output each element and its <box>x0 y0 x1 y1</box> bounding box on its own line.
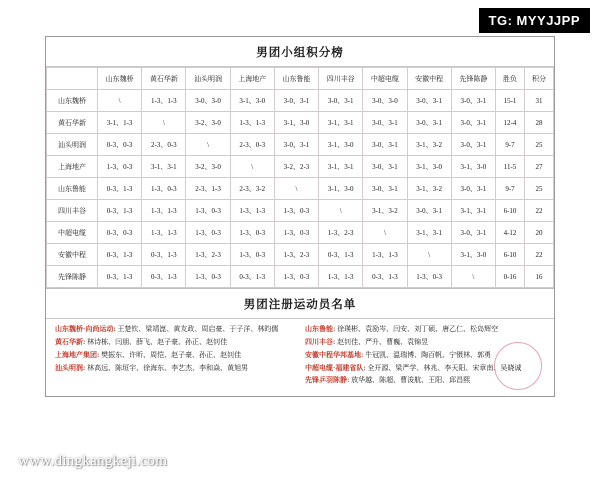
result-cell: 1-3、0-3 <box>186 200 230 222</box>
corner-header <box>47 68 98 90</box>
result-cell: 1-3、1-3 <box>142 90 186 112</box>
result-cell: 3-1、3-0 <box>274 112 318 134</box>
result-cell: 3-0、3-1 <box>363 112 407 134</box>
record-cell: 11-5 <box>496 156 525 178</box>
roster-players: 王楚钦、梁靖崑、黄友政、周启豪、于子洋、林昀儒 <box>117 325 279 333</box>
result-cell: 1-3、1-3 <box>319 266 363 288</box>
result-cell: \ <box>451 266 495 288</box>
result-cell: \ <box>230 156 274 178</box>
result-cell: 1-3、0-3 <box>274 222 318 244</box>
standings-table <box>46 67 554 288</box>
result-cell: \ <box>319 200 363 222</box>
table-row <box>47 156 554 178</box>
team-name-cell: 山东鲁能 <box>47 178 98 200</box>
result-cell: 0-3、0-3 <box>98 134 142 156</box>
table-row <box>47 200 554 222</box>
result-cell: 2-3、1-3 <box>186 178 230 200</box>
result-cell: 1-3、0-3 <box>407 266 451 288</box>
roster-line <box>55 363 295 374</box>
roster-team-name: 山东魏桥·向尚运动: <box>55 325 118 333</box>
result-cell: 3-0、3-1 <box>274 134 318 156</box>
result-cell: 3-0、3-1 <box>407 112 451 134</box>
result-cell: \ <box>142 112 186 134</box>
roster-players: 全开源、梁严学、林兆、李天阳、宋章南、吴晓诚 <box>367 363 522 372</box>
record-cell: 9-7 <box>496 178 525 200</box>
result-cell: 1-3、0-3 <box>230 244 274 266</box>
result-cell: 1-3、0-3 <box>186 266 230 288</box>
team-name-cell: 黄石华新 <box>47 112 98 134</box>
column-header: 积分 <box>525 68 554 90</box>
result-cell: 3-1、3-2 <box>363 200 407 222</box>
seal-stamp <box>494 342 542 390</box>
result-cell: 3-1、3-1 <box>142 156 186 178</box>
result-cell: 0-3、0-3 <box>98 222 142 244</box>
team-name-cell: 汕头明润 <box>47 134 98 156</box>
result-cell: 3-0、3-1 <box>363 178 407 200</box>
roster-line <box>55 350 295 361</box>
roster-team-name: 中超电缆·福建省队: <box>305 363 368 372</box>
roster-title: 男团注册运动员名单 <box>46 289 554 319</box>
roster-team-name: 山东鲁能: <box>305 325 338 333</box>
result-cell: 3-1、3-2 <box>407 178 451 200</box>
record-cell: 9-7 <box>496 134 525 156</box>
document-sheet <box>45 36 555 397</box>
result-cell: 3-0、3-1 <box>451 134 495 156</box>
team-name-cell: 山东魏桥 <box>47 90 98 112</box>
table-row <box>47 244 554 266</box>
team-name-cell: 中超电缆 <box>47 222 98 244</box>
table-row <box>47 134 554 156</box>
result-cell: 1-3、1-3 <box>230 200 274 222</box>
record-cell: 15-1 <box>496 90 525 112</box>
roster-team-name: 四川丰谷: <box>305 337 338 346</box>
record-cell: 0-16 <box>496 266 525 288</box>
result-cell: 3-0、3-0 <box>186 90 230 112</box>
result-cell: 0-3、1-3 <box>230 266 274 288</box>
team-name-cell: 安徽中程 <box>47 244 98 266</box>
result-cell: 3-1、3-0 <box>407 156 451 178</box>
points-cell: 22 <box>525 200 554 222</box>
result-cell: \ <box>186 134 230 156</box>
result-cell: 3-2、3-0 <box>186 112 230 134</box>
result-cell: 3-1、3-1 <box>319 156 363 178</box>
standings-title: 男团小组积分榜 <box>46 37 554 67</box>
roster-content <box>46 319 554 396</box>
table-row <box>47 222 554 244</box>
roster-line <box>55 324 295 335</box>
result-cell: 1-3、0-3 <box>186 222 230 244</box>
result-cell: 3-1、3-0 <box>319 134 363 156</box>
table-row <box>47 178 554 200</box>
result-cell: 1-3、1-3 <box>142 200 186 222</box>
result-cell: 3-0、3-1 <box>363 134 407 156</box>
points-cell: 28 <box>525 112 554 134</box>
result-cell: 3-1、3-0 <box>451 156 495 178</box>
team-name-cell: 上海地产 <box>47 156 98 178</box>
result-cell: 3-0、3-1 <box>407 200 451 222</box>
roster-team-name: 上海地产集团: <box>55 350 102 359</box>
result-cell: 3-0、3-1 <box>451 112 495 134</box>
roster-players: 林高远、陈垣宇、徐海东、李艺杰、李和焱、黄旭男 <box>87 363 249 372</box>
result-cell: 1-3、0-3 <box>274 266 318 288</box>
points-cell: 16 <box>525 266 554 288</box>
result-cell: 3-1、3-2 <box>407 134 451 156</box>
result-cell: 1-3、2-3 <box>319 222 363 244</box>
table-row <box>47 266 554 288</box>
roster-team-name: 安徽中程华邦基地: <box>305 350 366 359</box>
result-cell: 3-0、3-1 <box>451 90 495 112</box>
result-cell: 0-3、1-3 <box>142 266 186 288</box>
result-cell: 2-3、0-3 <box>142 134 186 156</box>
points-cell: 31 <box>525 90 554 112</box>
table-row <box>47 90 554 112</box>
team-name-cell: 先锋陈静 <box>47 266 98 288</box>
column-header: 安徽中程 <box>407 68 451 90</box>
result-cell: 1-3、0-3 <box>274 200 318 222</box>
roster-columns <box>55 324 545 388</box>
result-cell: 1-3、0-3 <box>98 156 142 178</box>
roster-line <box>55 337 295 348</box>
roster-players: 牛冠凯、温瑞博、陶百帆、宁慑林、郭勇 <box>365 350 492 359</box>
tg-badge: TG: MYYJJPP <box>479 8 590 33</box>
column-header: 先锋陈静 <box>451 68 495 90</box>
roster-players: 徐瑛彬、袁励岑、闫安、刘丁硕、唐乙仁、松岛辉空 <box>337 325 499 333</box>
roster-column-left <box>55 324 295 388</box>
column-header: 汕头明润 <box>186 68 230 90</box>
column-header: 黄石华新 <box>142 68 186 90</box>
result-cell: 1-3、1-3 <box>363 244 407 266</box>
result-cell: 3-2、3-0 <box>186 156 230 178</box>
result-cell: 3-0、3-1 <box>407 90 451 112</box>
result-cell: \ <box>363 222 407 244</box>
result-cell: 2-3、0-3 <box>230 134 274 156</box>
record-cell: 12-4 <box>496 112 525 134</box>
result-cell: 3-0、3-0 <box>363 90 407 112</box>
points-cell: 25 <box>525 178 554 200</box>
result-cell: 3-0、3-1 <box>451 222 495 244</box>
result-cell: 0-3、1-3 <box>98 178 142 200</box>
result-cell: 3-0、3-1 <box>274 90 318 112</box>
roster-players: 放华越、陈超、曹浚航、王阳、邱昌熙 <box>351 376 471 385</box>
standings-panel <box>46 37 554 289</box>
points-cell: 22 <box>525 244 554 266</box>
result-cell: 3-0、3-1 <box>451 178 495 200</box>
result-cell: 3-0、3-1 <box>363 156 407 178</box>
result-cell: 1-3、0-3 <box>142 178 186 200</box>
result-cell: 3-1、3-1 <box>451 200 495 222</box>
result-cell: \ <box>274 178 318 200</box>
roster-panel <box>46 289 554 396</box>
result-cell: 1-3、0-3 <box>230 222 274 244</box>
roster-players: 赵钊佳、严升、曹巍、袁锦昱 <box>337 337 429 346</box>
site-watermark: www.dingkangkeji.com <box>18 453 168 469</box>
result-cell: 3-0、3-1 <box>319 90 363 112</box>
roster-team-name: 先锋乒羽陈静: <box>305 376 352 385</box>
roster-team-name: 汕头明润: <box>55 363 88 372</box>
standings-header-row <box>47 68 554 90</box>
result-cell: 3-1、1-3 <box>98 112 142 134</box>
result-cell: 3-1、3-0 <box>319 178 363 200</box>
result-cell: 1-3、2-3 <box>274 244 318 266</box>
result-cell: 0-3、1-3 <box>363 266 407 288</box>
points-cell: 25 <box>525 134 554 156</box>
result-cell: 0-3、1-3 <box>98 244 142 266</box>
result-cell: 1-3、1-3 <box>230 112 274 134</box>
column-header: 中超电缆 <box>363 68 407 90</box>
column-header: 上海地产 <box>230 68 274 90</box>
result-cell: \ <box>98 90 142 112</box>
standings-body <box>47 90 554 288</box>
result-cell: 0-3、1-3 <box>142 244 186 266</box>
roster-line <box>305 324 545 335</box>
result-cell: 3-1、3-0 <box>451 244 495 266</box>
result-cell: \ <box>407 244 451 266</box>
result-cell: 0-3、1-3 <box>98 266 142 288</box>
result-cell: 0-3、1-3 <box>98 200 142 222</box>
table-row <box>47 112 554 134</box>
result-cell: 0-3、1-3 <box>319 244 363 266</box>
roster-players: 樊振东、许昕、周恺、赵子豪、孙正、赵钊佳 <box>101 350 242 359</box>
result-cell: 2-3、3-2 <box>230 178 274 200</box>
result-cell: 3-1、3-1 <box>319 112 363 134</box>
result-cell: 1-3、2-3 <box>186 244 230 266</box>
result-cell: 1-3、1-3 <box>142 222 186 244</box>
result-cell: 3-1、3-0 <box>230 90 274 112</box>
column-header: 山东魏桥 <box>98 68 142 90</box>
column-header: 四川丰谷 <box>319 68 363 90</box>
team-name-cell: 四川丰谷 <box>47 200 98 222</box>
roster-players: 林诗栋、闫朋、薛飞、赵子豪、孙正、赵钊佳 <box>87 337 228 346</box>
standings-header <box>47 68 554 90</box>
column-header: 山东鲁能 <box>274 68 318 90</box>
roster-team-name: 黄石华新: <box>55 337 88 346</box>
result-cell: 3-1、3-1 <box>407 222 451 244</box>
column-header: 胜负 <box>496 68 525 90</box>
points-cell: 27 <box>525 156 554 178</box>
points-cell: 20 <box>525 222 554 244</box>
record-cell: 4-12 <box>496 222 525 244</box>
record-cell: 6-10 <box>496 244 525 266</box>
record-cell: 6-10 <box>496 200 525 222</box>
result-cell: 3-2、2-3 <box>274 156 318 178</box>
